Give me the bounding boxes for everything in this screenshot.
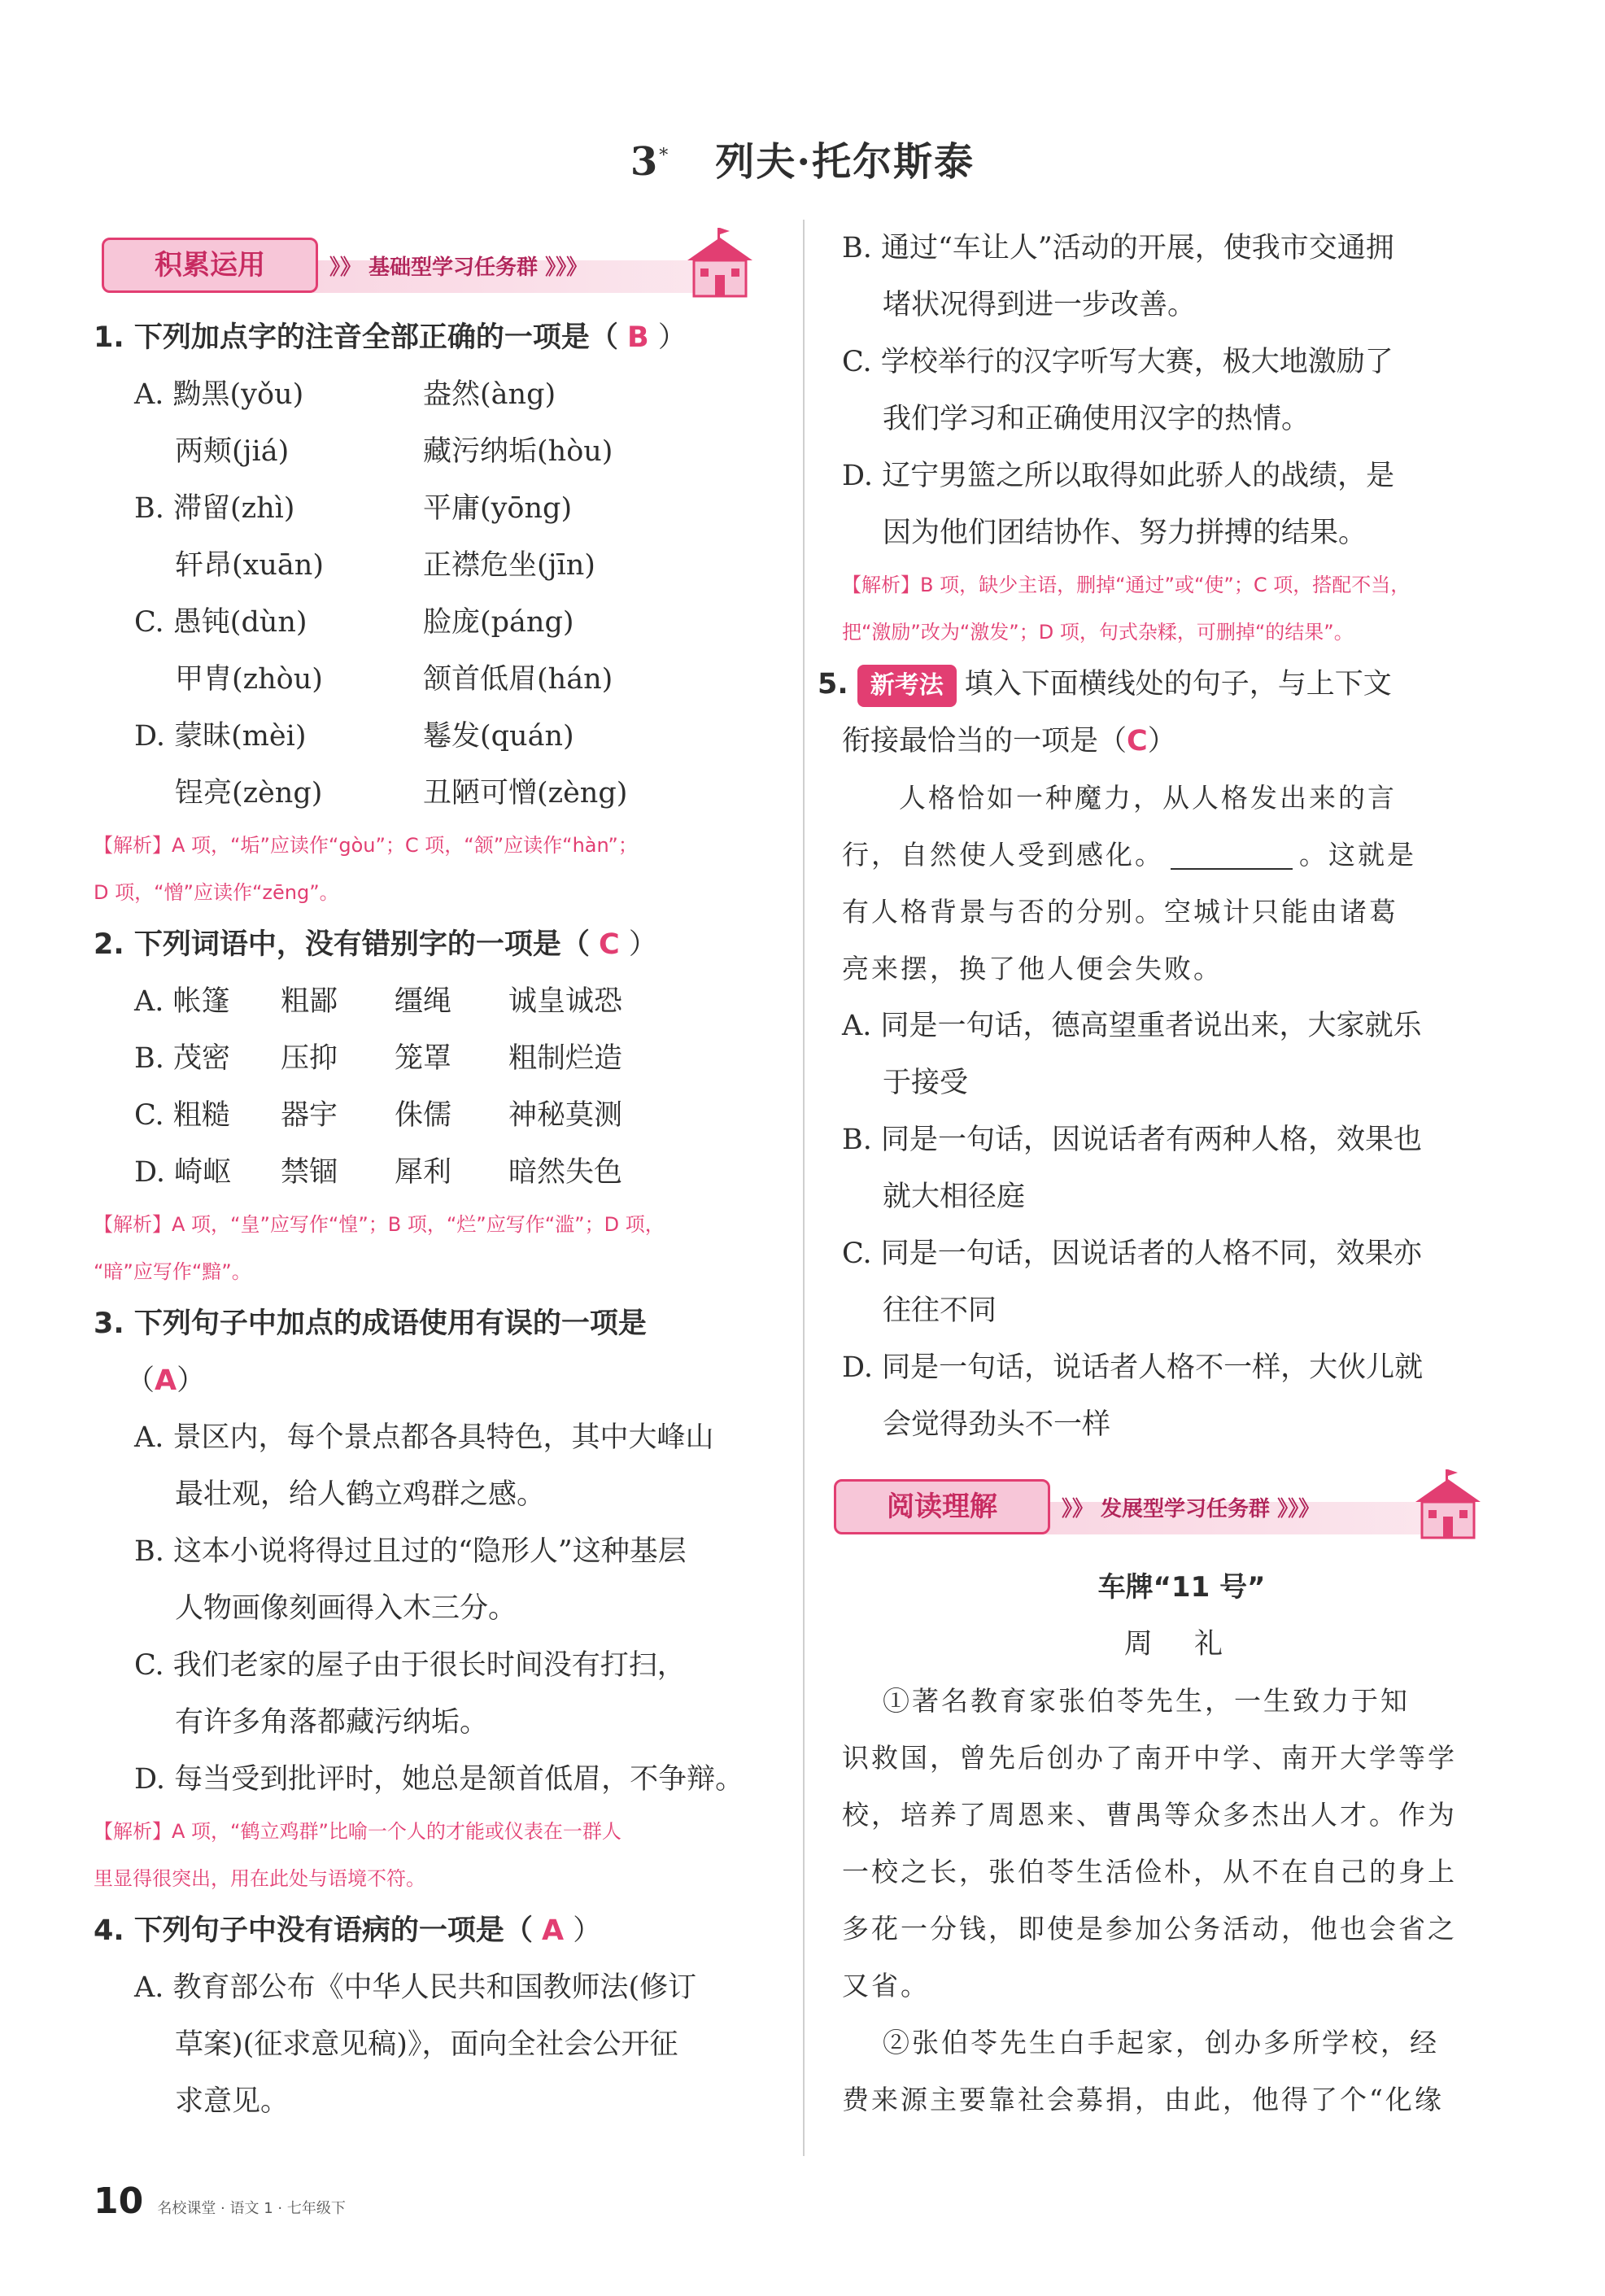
option-line: 人物画像刻画得入木三分。 bbox=[175, 1592, 517, 1625]
option-line: A. 同是一句话，德高望重者说出来，大家就乐 bbox=[842, 1010, 1422, 1042]
left-column bbox=[94, 220, 793, 2130]
option-line: B. 通过“车让人”活动的开展，使我市交通拥 bbox=[842, 232, 1394, 264]
answer: C bbox=[598, 928, 620, 961]
analysis-note: 【解析】A 项，“垢”应读作“gòu”；C 项，“颔”应读作“hàn”； bbox=[94, 834, 638, 857]
paragraph-line: 一校之长，张伯苓生活俭朴，从不在自己的身上 bbox=[842, 1856, 1457, 1888]
question-3-answer: （A） bbox=[126, 1364, 206, 1397]
section-subtitle: 》》 基础型学习任务群 》》》 bbox=[329, 255, 588, 280]
option-row: 甲胄(zhòu) 颔首低眉(hán) bbox=[175, 663, 613, 696]
option-row: D. 崎岖 禁锢 犀利 暗然失色 bbox=[134, 1156, 623, 1189]
question-5-stem: 5. 新考法 填入下面横线处的句子，与上下文 bbox=[818, 656, 1521, 713]
option-row: 锃亮(zèng) 丑陋可憎(zèng) bbox=[175, 777, 628, 810]
page-footer bbox=[94, 2180, 346, 2222]
option-row: C. 粗糙 器宇 侏儒 神秘莫测 bbox=[134, 1099, 623, 1132]
fill-blank bbox=[1171, 844, 1293, 870]
option-line: 堵状况得到进一步改善。 bbox=[883, 289, 1197, 321]
question-4-stem: 4. 下列句子中没有语病的一项是（ A ） bbox=[94, 1914, 602, 1947]
option-line: A. 景区内，每个景点都各具特色，其中大峰山 bbox=[134, 1421, 714, 1454]
option-line: 往往不同 bbox=[883, 1294, 997, 1327]
new-method-tag: 新考法 bbox=[857, 665, 957, 707]
answer: B bbox=[626, 321, 649, 354]
lesson-mark: * bbox=[659, 146, 670, 166]
option-row: C. 愚钝(dùn) 脸庞(páng) bbox=[134, 606, 574, 639]
analysis-note: 里显得很突出，用在此处与语境不符。 bbox=[94, 1867, 425, 1890]
passage-line: 有人格背景与否的分别。空城计只能由诸葛 bbox=[842, 896, 1398, 928]
publication-label: 名校课堂 · 语文 1 · 七年级下 bbox=[157, 2200, 346, 2217]
question-1-stem: 1. 下列加点字的注音全部正确的一项是（ B ） bbox=[94, 321, 687, 354]
lesson-title: 列夫·托尔斯泰 bbox=[715, 139, 975, 185]
option-row: A. 帐篷 粗鄙 缰绳 诚皇诚恐 bbox=[134, 985, 623, 1018]
school-icon bbox=[679, 228, 761, 301]
option-line: 有许多角落都藏污纳垢。 bbox=[175, 1706, 489, 1739]
option-line: D. 每当受到批评时，她总是颔首低眉，不争辩。 bbox=[134, 1763, 744, 1796]
option-row: B. 茂密 压抑 笼罩 粗制烂造 bbox=[134, 1042, 623, 1075]
section-subtitle: 》》 发展型学习任务群 》》》 bbox=[1062, 1497, 1320, 1521]
paragraph-line: 校，培养了周恩来、曹禺等众多杰出人才。作为 bbox=[842, 1799, 1457, 1831]
answer: C bbox=[1127, 725, 1148, 757]
option-line: 我们学习和正确使用汉字的热情。 bbox=[883, 403, 1311, 435]
paragraph-line: ①著名教育家张伯苓先生，一生致力于知 bbox=[883, 1685, 1410, 1717]
option-line: A. 教育部公布《中华人民共和国教师法(修订 bbox=[134, 1971, 697, 2004]
passage-line: 人格恰如一种魔力，从人格发出来的言 bbox=[899, 782, 1397, 814]
answer: A bbox=[155, 1364, 177, 1397]
analysis-note: 【解析】A 项，“皇”应写作“惶”；B 项，“烂”应写作“滥”；D 项， bbox=[94, 1213, 665, 1236]
option-row: D. 蒙昧(mèi) 鬈发(quán) bbox=[134, 720, 574, 753]
lesson-number: 3 bbox=[630, 139, 660, 185]
analysis-note: 【解析】B 项，缺少主语，删掉“通过”或“使”；C 项，搭配不当， bbox=[842, 574, 1411, 596]
option-row: 两颊(jiá) 藏污纳垢(hòu) bbox=[175, 435, 613, 468]
paragraph-line: 识救国，曾先后创办了南开中学、南开大学等学 bbox=[842, 1742, 1457, 1774]
option-line: 因为他们团结协作、努力拼搏的结果。 bbox=[883, 517, 1367, 549]
paragraph-line: 费来源主要靠社会募捐，由此，他得了个“化缘 bbox=[842, 2084, 1444, 2115]
option-line: C. 同是一句话，因说话者的人格不同，效果亦 bbox=[842, 1237, 1422, 1270]
option-line: 会觉得劲头不一样 bbox=[883, 1408, 1111, 1441]
passage-line: 行，自然使人受到感化。 。这就是 bbox=[842, 839, 1416, 871]
section-tag: 积累运用 bbox=[102, 238, 318, 293]
reading-author: 周 礼 bbox=[1123, 1628, 1240, 1661]
passage-line: 亮来摆，换了他人便会失败。 bbox=[842, 953, 1223, 984]
section-tag: 阅读理解 bbox=[834, 1479, 1050, 1534]
option-line: D. 同是一句话，说话者人格不一样，大伙儿就 bbox=[842, 1351, 1424, 1384]
option-line: D. 辽宁男篮之所以取得如此骄人的战绩，是 bbox=[842, 460, 1395, 492]
option-line: C. 学校举行的汉字听写大赛，极大地激励了 bbox=[842, 346, 1393, 378]
school-icon bbox=[1407, 1469, 1489, 1543]
paragraph-line: 又省。 bbox=[842, 1970, 930, 2001]
option-line: C. 我们老家的屋子由于很长时间没有打扫， bbox=[134, 1649, 686, 1682]
page-title bbox=[0, 130, 1605, 186]
paragraph-line: 多花一分钱，即使是参加公务活动，他也会省之 bbox=[842, 1913, 1457, 1945]
reading-title: 车牌“11 号” bbox=[1097, 1571, 1266, 1604]
option-line: B. 这本小说将得过且过的“隐形人”这种基层 bbox=[134, 1535, 687, 1568]
option-row: 轩昂(xuān) 正襟危坐(jīn) bbox=[175, 549, 595, 582]
question-3-stem: 3. 下列句子中加点的成语使用有误的一项是 bbox=[94, 1307, 647, 1340]
paragraph-line: ②张伯苓先生白手起家，创办多所学校，经 bbox=[883, 2027, 1439, 2058]
question-2-stem: 2. 下列词语中，没有错别字的一项是（ C ） bbox=[94, 928, 657, 961]
option-line: 最壮观，给人鹤立鸡群之感。 bbox=[175, 1478, 546, 1511]
question-5-stem-cont: 衔接最恰当的一项是（C） bbox=[842, 725, 1176, 757]
option-line: 于接受 bbox=[883, 1067, 969, 1099]
section-banner-accumulate bbox=[94, 228, 793, 309]
option-line: 草案)(征求意见稿)》，面向全社会公开征 bbox=[175, 2028, 678, 2061]
analysis-note: 把“激励”改为“激发”；D 项，句式杂糅，可删掉“的结果”。 bbox=[842, 621, 1354, 644]
section-banner-reading bbox=[826, 1469, 1521, 1551]
column-divider bbox=[803, 220, 805, 2156]
answer: A bbox=[541, 1914, 565, 1947]
analysis-note: “暗”应写作“黯”。 bbox=[94, 1260, 251, 1283]
option-line: 就大相径庭 bbox=[883, 1181, 1026, 1213]
option-row: A. 黝黑(yǒu) 盎然(àng) bbox=[134, 378, 556, 411]
option-row: B. 滞留(zhì) 平庸(yōng) bbox=[134, 492, 573, 525]
option-line: B. 同是一句话，因说话者有两种人格，效果也 bbox=[842, 1124, 1422, 1156]
analysis-note: 【解析】A 项，“鹤立鸡群”比喻一个人的才能或仪表在一群人 bbox=[94, 1820, 622, 1843]
page-number: 10 bbox=[94, 2180, 144, 2222]
option-line: 求意见。 bbox=[175, 2085, 290, 2118]
right-column bbox=[818, 220, 1521, 2128]
analysis-note: D 项，“憎”应读作“zēng”。 bbox=[94, 881, 339, 904]
